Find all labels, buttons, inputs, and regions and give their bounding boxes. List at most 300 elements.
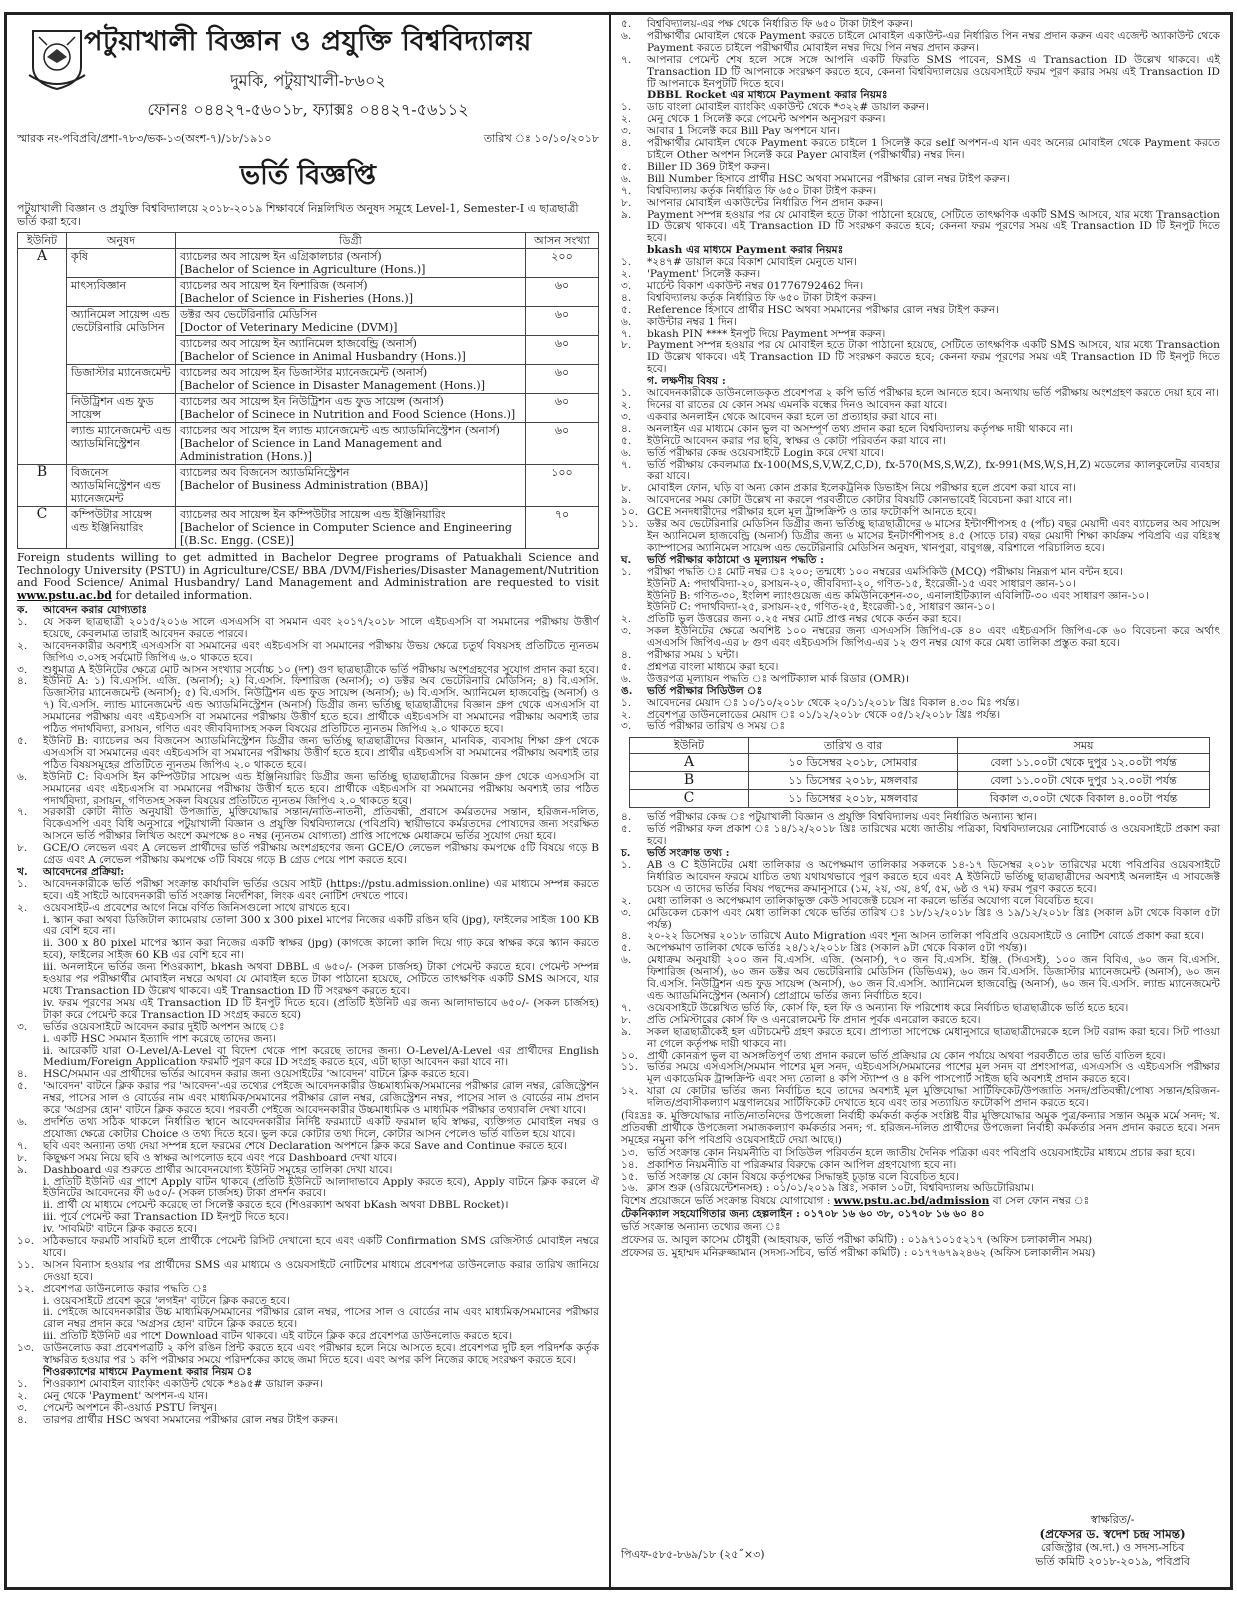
item-text: ভর্তি পরীক্ষার কেন্দ্র ওয়েবসাইটে Login করে দেখা যাবে।: [647, 446, 884, 459]
notice-title: ভর্তি বিজ্ঞপ্তি: [239, 160, 376, 191]
program-unit: B: [18, 465, 67, 507]
list-item: [621, 567, 1220, 579]
item-text: সঠিকভাবে ফরমটি সাবমিট হলে প্রার্থীকে পেমেন্ট রিসিট দেখানো হবে এবং একটি Confirmation SMS রেজিস্টার্ড মোবাইল নম্বরে যাবে।: [43, 1235, 599, 1259]
item-text: তারপর প্রার্থীর HSC অথবা সমমানের পরীক্ষার রোল নম্বর টাইপ করুন।: [43, 1413, 338, 1426]
list-item: [621, 824, 1220, 848]
item-text: ভর্তি সংক্রান্ত তথ্য :: [647, 847, 730, 860]
item-number: [621, 579, 647, 591]
item-number: ১.: [17, 615, 28, 628]
list-item: [621, 448, 1220, 460]
item-text: ডক্টর অব ভেটেরিনারি মেডিসিন ডিগ্রীর জন্য ভর্তিচ্ছু ছাত্রছাত্রীদের ৬ মাসের ইন্টার্ণশীপসহ ৫ (পাঁচ) বছর মেয়াদী এবং ব্যাচেলর অব সায়েন্স ইন অ্যানিমেল হাজবেন্ড্রি (অনার্স) ডিগ্রীর জন্য ৬ মাসের ইনটার্ণশীপসহ ৪.৫ (সাড়ে চার) বছর মেয়াদী শিক্ষা কার্যক্রম পবিপ্রবি এর বহিঃস্থ ক্যাম্পাসের অ্যানিমেল সায়েন্স এন্ড ভেটেরিনারি মেডিসিন অনুষদ, খানপুরা, বাবুগঞ্জ, বরিশালে পরিচালিত হবে।: [647, 518, 1220, 554]
programs-table: [17, 232, 599, 549]
schedule-unit: A: [630, 754, 749, 772]
program-faculty: অ্যানিমেল সায়েন্স এন্ড ভেটেরিনারি মেডিসিন: [67, 307, 176, 365]
degree-english: [Bachelor of Business Administration (BBA)]: [180, 479, 429, 492]
item-number: ৮.: [17, 1151, 28, 1164]
item-number: ৩.: [621, 410, 632, 423]
item-text: iv. ফরম পূরণের সময় এই Transaction ID টি ইনপুট দিতে হবে। (প্রতিটি ইউনিট এর জন্য আলাদাভাবে ৬৫০/- (সকল চার্জসহ) টাকা করে পেমেন্ট করে Transaction ID সংগ্রহ করতে হবে): [43, 996, 599, 1021]
item-number: ঘ.: [621, 553, 632, 566]
item-number: [621, 591, 647, 603]
list-item: [621, 955, 1220, 1003]
item-number: ১০.: [621, 1049, 639, 1062]
degree-bangla: ব্যাচেলর অব সায়েন্স ইন ফিশারিজ (অনার্স): [180, 279, 368, 292]
col-unit: ইউনিট: [630, 738, 749, 754]
item-text: ২০-২২ ডিসেম্বর ২০১৮ তারিখে Auto Migration এবং শূন্য আসন তালিকা পবিপ্রবি ওয়েবসাইটে ও নোটিশ বোর্ডে প্রকাশ করা হবে।: [647, 930, 1204, 943]
item-number: ২.: [621, 399, 632, 411]
other-info-label: ভর্তি সংক্রান্ত অন্যান্য তথ্যের জন্য ঃ: [621, 1221, 781, 1234]
list-item: [621, 626, 1220, 650]
list-item: [17, 1403, 599, 1415]
item-number: [17, 915, 43, 939]
program-degree: [176, 423, 526, 465]
item-number: ২.: [17, 1389, 28, 1402]
item-text: শিওরক্যাশ মোবাইল ব্যাংকিং একাউন্ট থেকে *৪৯৫# ডায়াল করুন।: [43, 1377, 324, 1390]
schedule-row: [630, 790, 1210, 808]
item-text: ইউনিট B: ব্যাচেলর অব বিজনেস অ্যাডমিনিস্ট্রেশন ডিগ্রীর জন্য ভর্তিচ্ছু ছাত্রছাত্রীদের বিজ্ঞান, মানবিক, ব্যবসায় শিক্ষা গ্রুপ থেকে এসএসসি বা সমমানের এবং এইচএসসি বা সমমানের পরীক্ষায় উত্তীর্ণ হতে হবে। প্রার্থীর এইচএসসি বা সমমানের পরীক্ষায় অবশ্যই তার পঠিত বিষয়সমূহের প্রতিটিতে ন্যূনতম জিপিএ ২.০ থাকতে হবে।: [43, 734, 599, 771]
program-row: [18, 278, 599, 307]
item-number: ৫.: [621, 434, 632, 447]
program-row: [18, 507, 599, 549]
item-text: পরীক্ষার সময় ১ ঘন্টা।: [647, 649, 739, 662]
degree-english: [Bachelor of Science in Disaster Management (Hons.)]: [180, 379, 485, 392]
program-seats: ৬০: [526, 423, 599, 465]
notice-right-column: [610, 12, 1233, 1590]
list-item: [621, 436, 1220, 448]
item-text: ইউনিট B: গণিত-৩০, ইংলিশ ল্যাংগুয়েজ এন্ড কমিউনিকেশন-৩০, এনালাইটিক্যাল এবিলিটি-৩০ এবং সাধারণ জ্ঞান-১০।: [647, 589, 1149, 602]
item-number: ১৫.: [621, 1170, 639, 1183]
item-text: মার্চেন্ট বিকাশ একাউন্ট নম্বর 01776792462 দিন।: [647, 279, 864, 292]
item-text: i. ওয়েবসাইটে প্রবেশ করে 'লগইন' বাটনে ক্লিক করতে হবে।: [43, 1294, 290, 1307]
item-text: পরীক্ষার্থীর মোবাইল থেকে Payment করতে চাইলে মোবাইল একাউন্ট-এর নির্ধারিত পিন নম্বর প্রদান করুন এবং এজেন্ট অ্যাকাউন্ট থেকে Payment করতে চাইলে পরীক্ষার্থীর মোবাইল নম্বর দিয়ে পিন নম্বর প্রদান করুন।: [647, 29, 1220, 54]
list-item: [17, 1177, 599, 1201]
item-text: আবেদনকারীর অবশ্যই এসএসসি বা সমমানের এবং এইচএসসি বা সমমানের পরীক্ষায় উভয় ক্ষেত্রে চতুর্থ বিষয়সহ প্রতিটিতে ন্যূনতম জিপিএ ৩.০সহ সর্বমোট জিপিএ ৬.০ থাকতে হবে।: [43, 639, 599, 664]
list-item: [621, 1183, 1220, 1195]
item-text: ভর্তির ওয়েবসাইটে আবেদন করার দুইটি অপশন আছে ঃ: [43, 1020, 285, 1033]
list-item: [621, 293, 1220, 305]
item-number: ৩.: [621, 625, 632, 638]
schedule-date: ১১ ডিসেম্বর ২০১৮, মঙ্গলবার: [749, 772, 958, 790]
item-number: ১.: [621, 696, 632, 709]
item-text: গ. লক্ষণীয় বিষয় :: [647, 375, 726, 388]
list-item: [621, 1160, 1220, 1172]
item-text: 'Payment' সিলেক্ট করুন।: [647, 268, 761, 281]
notice-intro: পটুয়াখালী বিজ্ঞান ও প্রযুক্তি বিশ্ববিদ্যালয়ে ২০১৮-২০১৯ শিক্ষাবর্ষে নিম্নলিখিত অনুষদ সমূহে Level-1, Semester-I এ ছাত্রছাত্রী ভর্তি করা হবে।: [17, 202, 579, 228]
memo-number: স্মারক নং-পবিপ্রবি/প্রশা-৭৮৩/ভক-১৩(অংশ-৭)/১৮/১৯১০: [17, 132, 272, 145]
program-degree: [176, 507, 526, 549]
item-number: ৮.: [621, 339, 632, 352]
program-unit: C: [18, 507, 67, 549]
item-text: আবার 1 সিলেক্ট করে Bill Pay অপশনে যান।: [647, 125, 840, 138]
item-text: উত্তরপত্র মূল্যায়ন পদ্ধতি ঃ অপটিক্যাল মার্ক রিডার (OMR)।: [647, 672, 910, 685]
item-text: ওয়েবসাইট-এ প্রবেশের আগে নিম্নে বর্ণিত জিনিসগুলো সাথে রাখতে হবে।: [43, 901, 351, 914]
list-item: [621, 210, 1220, 246]
list-item: [17, 1046, 599, 1070]
item-text: সরকারী কোটা নীতি অনুযায়ী উপজাতি, মুক্তিযোদ্ধার সন্তান/নাতি-নাতনী, প্রতিবন্ধী, প্রবাসে কর্মরতদের সন্তান, হরিজন-দলিত, বিকেএসপি এবং বিধি অনুসারে পটুয়াখালী বিজ্ঞান ও প্রযুক্তি বিশ্ববিদ্যালয়ে (পবিপ্রবি) স্থায়ীভাবে কর্মরতদের পোষ্যদের জন্য সংরক্ষিত আসনে ভর্তি পরীক্ষার লিখিত অংশে কমপক্ষে ৪০ নম্বর (ন্যূনতম যোগ্যতা) প্রাপ্তি সাপেক্ষে মেধাক্রমে ভর্তির সুযোগ দেয়া হবে।: [43, 806, 599, 843]
program-seats: ৬০: [526, 394, 599, 423]
col-faculty: অনুষদ: [67, 233, 176, 249]
print-code: পিএফ-৫৮৫-৮৬৯/১৮ (২৫˝×৩): [621, 1548, 765, 1561]
item-text: মোবাইল ফোন, ঘড়ি বা অন্য কোন প্রকার ইলেকট্রনিক ডিভাইস নিয়ে পরীক্ষার হলে প্রবেশ করা যাবে না।: [647, 482, 1076, 495]
contact-member-secretary: প্রফেসর ড. মুহাম্মদ মনিরুজ্জামান (সদস্য-সচিব, ভর্তি পরীক্ষা কমিটি) : ০১৭৭৬৭৯২৪৬২ (অফিস চলাকালীন সময়): [621, 1247, 1096, 1260]
contact-suffix: বা সেল ফোন নম্বর ঃ: [992, 1195, 1090, 1208]
item-text: আবেদনের প্রক্রিয়া:: [43, 865, 125, 878]
foreign-note-text: Foreign students willing to get admitted in Bachelor Degree programs of Patuakhali Science and Technology University (PSTU) in Agriculture/CSE/ BBA /DVM/Fisheries/Disaster Management/Nutrition and Food Science/ Animal Husbandry/ Land Management and Administration are requested to visit: [17, 551, 599, 589]
item-text: পরীক্ষা পদ্ধতি ঃ মোট নম্বর ঃ ২০০; তন্মধ্যে ১০০ নম্বরের এমসিকিউ (MCQ) পরীক্ষায় নিম্নরূপ মান বন্টন হবে।: [647, 565, 1123, 578]
program-seats: ৬০: [526, 365, 599, 394]
list-item: [17, 879, 599, 903]
item-text: মেডিকেল চেকাপ এবং মেধা তালিকা থেকে ভর্তির তারিখ ঃ ১৮/১২/২০১৮ খ্রিঃ ও ১৯/১২/২০১৮ খ্রিঃ (সকাল ৯টা থেকে বিকাল ৫টা পর্যন্ত): [647, 906, 1220, 931]
item-text: HSC/সমমান এর প্রার্থীদের ভর্তির আবেদন করার জন্য ওয়েসাইটের 'আবেদন' বাটনে ক্লিক করতে হবে।: [43, 1068, 470, 1081]
item-number: ১০.: [621, 506, 639, 519]
technical-helpline: টেকনিক্যাল সহযোগিতার জন্য হেল্পলাইন : ০১৭০৮ ১৬ ৬০ ৩৮, ০১৭০৮ ১৬ ৬০ ৪০: [621, 1208, 985, 1221]
degree-bangla: ব্যাচেলর অব সায়েন্স ইন ডিজাস্টার ম্যানেজমেন্ট (অনার্স): [180, 366, 428, 379]
university-name: পটুয়াখালী বিজ্ঞান ও প্রযুক্তি বিশ্ববিদ্যালয়: [84, 26, 532, 57]
degree-bangla: ব্যাচেলর অব সায়েন্স ইন ল্যান্ড ম্যানেজমেন্ট এন্ড অ্যাডমিনিস্ট্রেশন (অনার্স): [180, 424, 500, 437]
list-item: [17, 1034, 599, 1046]
item-number: [17, 1034, 43, 1046]
item-text: DBBL Rocket এর মাধ্যমে Payment করার নিয়মঃ: [647, 89, 888, 102]
list-item: [17, 998, 599, 1022]
program-faculty: কম্পিউটার সায়েন্স এন্ড ইঞ্জিনিয়ারিং: [67, 507, 176, 549]
schedule-time: বিকাল ৩.০০টা থেকে বিকাল ৪.০০টা পর্যন্ত: [958, 790, 1210, 808]
item-text: মেধাক্রম অনুযায়ী ২০০ জন বি.এসসি. এজি. (অনার্স), ৭০ জন বি.এসসি. ইঞ্জি. (সিএসই), ১০০ জন বিবিএ, ৬০ জন বি.এসসি. ফিশারিজ (অনার্স), ৬০ জন ডক্টর অব ভেটেরিনারি মেডিসিন (ডিভিএম), ৬০ জন বি.এসসি. ডিজাস্টার ম্যানেজমেন্ট (অনার্স), ৬০ জন বি.এসসি. নিউট্রিশন এন্ড ফুড সায়েন্স (অনার্স), ৬০ জন বি.এসসি. অ্যানিমেল হাজবেন্ড্রি (অনার্স), ৬০ জন বি.এসসি. ল্যান্ড ম্যানেজমেন্ট এন্ড অ্যাডমিনিস্ট্রেশন (অনার্স) প্রোগ্রামে ভর্তির জন্য নির্বাচিত হবে।: [647, 954, 1220, 1002]
degree-bangla: ব্যাচেলর অব সায়েন্স ইন কম্পিউটার সায়েন্স এন্ড ইঞ্জিনিয়ারিং: [180, 508, 446, 521]
list-item: [621, 31, 1220, 55]
list-item: [621, 186, 1220, 198]
program-degree: [176, 249, 526, 278]
schedule-time: বেলা ১১.০০টা থেকে দুপুর ১২.০০টা পর্যন্ত: [958, 772, 1210, 790]
degree-bangla: ব্যাচেলর অব বিজনেস অ্যাডমিনিস্ট্রেশন: [180, 466, 350, 479]
list-item: [17, 1081, 599, 1117]
list-item: [621, 174, 1220, 186]
item-number: ৪.: [621, 137, 632, 150]
item-number: ৮.: [621, 482, 632, 495]
degree-english: [Bachelor of Scinece in Nutrition and Food Science (Hons.)]: [180, 408, 516, 421]
item-text: ইউনিট A: পদার্থবিদ্যা-২০, রসায়ন-২০, জীববিদ্যা-২০, গণিত-১৫, ইংরেজী-১৫ এবং সাধারণ জ্ঞান-১০।: [647, 577, 1076, 590]
item-number: ৪.: [17, 1068, 28, 1081]
item-number: ৮.: [621, 1013, 632, 1026]
schedule-row: [630, 772, 1210, 790]
item-text: প্রদর্শিত তথ্য সঠিক থাকলে নির্ধারিত স্থানে আবেদনকারীর নির্দিষ্ট ফরম্যাটে একটি ফরমাল ছবি স্বাক্ষর, ব্যক্তিগত মোবাইল নম্বর ও প্রযোজ্য ক্ষেত্রে কোটার Choice ও তথ্য দিতে হবে। ভুল করে কোটার তথ্য দিলে, কোটার আসন পেলেও ভর্তি বাতিল হয়ে যাবে।: [43, 1115, 599, 1140]
item-text: ইউনিটে আবেদন করার পর ছবি, স্বাক্ষর ও কোটা পরিবর্তন করা যাবে না।: [647, 434, 946, 447]
program-faculty: নিউট্রিশন এন্ড ফুড সায়েন্স: [67, 394, 176, 423]
list-item: [17, 1165, 599, 1177]
eligibility-and-application-list: [17, 605, 599, 1427]
item-number: চ.: [621, 847, 631, 860]
item-text: ভর্তি পরীক্ষার সিডিউল ঃ: [647, 684, 763, 697]
item-number: ৪.: [621, 291, 632, 304]
list-item: [621, 519, 1220, 555]
item-text: আবেদন করার যোগ্যতাঃ: [43, 604, 148, 616]
list-item: [621, 317, 1220, 329]
signature-block: [1035, 1513, 1190, 1569]
exam-schedule-table: [629, 737, 1210, 808]
col-time: সময়: [958, 738, 1210, 754]
item-number: ৬.: [621, 672, 632, 685]
item-text: মেনু থেকে 'Payment' অপশন-এ যান।: [43, 1389, 208, 1402]
item-text: প্রার্থী কোনরূপ ভুল বা অসঙ্গতিপূর্ণ তথ্য প্রদান করলে ভর্তি প্রক্রিয়ার যে কোন পর্যায়ে অথবা পরবর্তীতে তার ভর্তি বাতিল হবে।: [647, 1049, 1166, 1062]
item-text: ইউনিট A: ১) বি.এসসি. এজি. (অনার্স); ২) বি.এসসি. ফিশারিজ (অনার্স); ৩) ডক্টর অব ভেটেরিনারি মেডিসিন; ৪) বি.এসসি. ডিজাস্টার ম্যানেজমেন্ট (অনার্স); ৫) বি.এসসি. নিউট্রিশন এন্ড ফুড সায়েন্স (অনার্স); ৬) বি.এসসি. অ্যানিমেল হাজবেন্ড্রি (অনার্স) ও ৭) বি.এসসি. ল্যান্ড ম্যানেজমেন্ট এন্ড অ্যাডমিনিস্ট্রেশন (অনার্স) ডিগ্রীর জন্য ভর্তিচ্ছু ছাত্রছাত্রীদের বিজ্ঞান গ্রুপ থেকে এসএসসি বা সমমানের পরীক্ষায় এবং এইচএসসি বা সমমানের পরীক্ষায় উত্তীর্ণ হতে হবে। প্রার্থীকে এইচএসসি বা সমমানের পরীক্ষায় অবশ্যই তার পঠিত পদার্থবিদ্যা, রসায়ন, গণিত এবং জীববিদ্যাসহ সকল বিষয়ের প্রতিটিতে ন্যূনতম জিপিএ ২.০ থাকতে হবে।: [43, 675, 599, 736]
signatory-designation: রেজিস্ট্রার (অ.দা.) ও সদস্য-সচিব: [1040, 1541, 1185, 1554]
item-text: iii. অনলাইনে ভর্তির জন্য শিওরক্যাশ, bkash অথবা DBBL এ ৬৫০/- (সকল চার্জসহ) টাকা পেমেন্ট করতে হবে। পেমেন্ট সম্পন্ন হওয়ার পর পরীক্ষার্থীর মোবাইল নম্বরে অথবা যে মোবাইল হতে টাকা পাঠানো হয়েছে, সেটিতে তাৎক্ষণিক একটি SMS আসবে, যার মধ্যে Transaction ID উল্লেখ থাকবে। এই Transaction ID টি সংরক্ষণ করতে হবে।: [43, 961, 599, 997]
item-number: ৯.: [17, 1163, 28, 1176]
item-text: একবার অনলাইন থেকে আবেদন করা হলে তা প্রত্যাহার করা যাবে না।: [647, 410, 937, 423]
item-text: প্রবেশপত্র ডাউনলোডের মেয়াদ ঃ ০১/১২/২০১৮ থেকে ০৫/১২/২০১৮ খ্রিঃ পর্যন্ত।: [647, 708, 1001, 721]
program-row: [18, 365, 599, 394]
item-text: Payment সম্পন্ন হওয়ার পর যে মোবাইল হতে টাকা পাঠানো হয়েছে, সেটিতে তাৎক্ষণিক একটি SMS আসবে, যার মধ্যে Transaction ID উল্লেখ থাকবে। এই Transaction ID টি সংরক্ষণ করতে হবে; কেননা ফরম পূরণের সময় এই Transaction ID টি ইনপুট দিতে হবে।: [647, 339, 1220, 376]
item-text: GCE সনদধারীদের পরীক্ষার হলে মূল ট্রান্সক্রিপ্ট ও তার ফটোকপি আনতে হবে।: [647, 506, 977, 519]
program-seats: ২০০: [526, 249, 599, 278]
university-logo: [25, 27, 89, 91]
item-text: *২৪৭# ডায়াল করে বিকাশ মোবাইল মেনুতে যান।: [647, 256, 857, 269]
schedule-row: [630, 754, 1210, 772]
item-number: ৩.: [17, 1401, 28, 1414]
col-date: তারিখ ও বার: [749, 738, 958, 754]
item-number: ঙ.: [621, 684, 633, 697]
item-text: ভর্তি পরীক্ষার ফল প্রকাশ ঃ ১৪/১২/২০১৮ খ্রিঃ তারিখের মধ্যে জাতীয় পত্রিকা, বিশ্ববিদ্যালয়ের নোটিশবোর্ড ও ওয়েবসাইটে প্রকাশ করা হবে।: [647, 823, 1220, 848]
program-faculty: কৃষি: [67, 249, 176, 278]
list-item: [621, 1148, 1220, 1160]
program-faculty: মাৎস্যবিজ্ঞান: [67, 278, 176, 307]
item-text: বিশ্ববিদ্যালয় কর্তৃক নির্ধারিত ফি ৬৫০ টাকা টাইপ করুন।: [647, 184, 877, 197]
item-number: ক.: [17, 604, 29, 616]
item-text: Payment সম্পন্ন হওয়ার পর যে মোবাইল হতে টাকা পাঠানো হয়েছে, সেটিতে তাৎক্ষণিক একটি SMS আসবে, যার মধ্যে Transaction ID উল্লেখ থাকবে। এই Transaction ID টি সংরক্ষণ করতে হবে; কেননা ফরম পূরণের সময় এই Transaction ID টি ইনপুট দিতে হবে।: [647, 208, 1220, 245]
notice-date: তারিখ ঃ ১০/১০/২০১৮: [483, 132, 599, 145]
signatory-committee: ভর্তি কমিটি ২০১৮-২০১৯, পবিপ্রবি: [1035, 1555, 1190, 1568]
item-number: ৬.: [621, 954, 632, 967]
item-number: ৫.: [621, 942, 632, 955]
list-item: [621, 1015, 1220, 1027]
item-text: বিশ্ববিদ্যালয় কর্তৃক নির্ধারিত ফি ৬৫০ টাকা টাইপ করুন।: [647, 291, 877, 304]
list-item: [621, 424, 1220, 436]
item-text: Biller ID 369 টাইপ করুন।: [647, 160, 770, 173]
list-item: [621, 1003, 1220, 1015]
item-number: ১.: [621, 565, 632, 578]
list-item: [621, 198, 1220, 210]
item-number: ৪.: [621, 811, 632, 824]
admission-website-link[interactable]: www.pstu.ac.bd/admission: [833, 1195, 990, 1208]
signatory-name: (প্রফেসর ড. স্বদেশ চন্দ্র সামন্ত): [1039, 1527, 1186, 1541]
program-degree: [176, 307, 526, 336]
item-text: ইউনিট C: বিএসসি ইন কম্পিউটার সায়েন্স এন্ড ইঞ্জিনিয়ারিং ডিগ্রীর জন্য ভর্তিচ্ছু ছাত্রছাত্রীদের বিজ্ঞান গ্রুপ থেকে এসএসসি বা সমমানের এবং এইচএসসি বা সমমানের পরীক্ষায় উত্তীর্ণ হতে হবে। প্রার্থীকে এইচএসসি বা সমমানের পরীক্ষায় অবশ্যই তার পঠিত পদার্থবিদ্যা, রসায়ন, গণিতসহ সকল বিষয়ের প্রতিটিতে ন্যূনতম জিপিএ ২.০ থাকতে হবে।: [43, 770, 599, 807]
item-text: অপেক্ষমাণ তালিকা থেকে ভর্তিঃ ২৪/১২/২০১৮ খ্রিঃ (সকাল ৯টা থেকে বিকাল ৫টা পর্যন্ত)।: [647, 942, 1027, 955]
item-number: ৭.: [17, 806, 28, 819]
notice-left-column: [4, 12, 610, 1590]
item-text: আবেদনের মেয়াদ ঃ ১০/১০/২০১৮ থেকে ২০/১১/২০১৮ খ্রিঃ বিকাল ৪.৩০ মিঃ পর্যন্ত।: [647, 696, 1020, 709]
item-text: bkash PIN **** ইনপুট দিয়ে Payment সম্পন্ন করুন।: [647, 327, 886, 340]
item-text: ভর্তি সংক্রান্ত কোন নিয়মনীতি বা সিডিউল পরিবর্তন হলে জাতীয় দৈনিক পত্রিকা এবং পবিপ্রবি ওয়েবসাইটের মাধ্যমে প্রচার করা হবে।: [647, 1146, 1196, 1159]
list-item: [621, 1027, 1220, 1051]
list-item: [621, 860, 1220, 896]
item-text: ভর্তি পরীক্ষার তারিখ ও সময় ঃ: [647, 720, 786, 733]
item-text: আবেদনের সময় কোটা উল্লেখ না করলে পরবর্তীতে কোটার বিষয়টি কোনভাবেই বিবেচনা করা যাবে না।: [647, 494, 1072, 507]
item-number: ২.: [621, 268, 632, 281]
item-number: ৪.: [621, 649, 632, 662]
item-text: আসন বিন্যাস হওয়ার পর প্রার্থীদের SMS এর মাধ্যমে ও ওয়েবসাইটে নোটিশের মাধ্যমে প্রবেশপত্র ডাউনলোড করার তারিখ জানিয়ে দেওয়া হবে।: [43, 1258, 599, 1283]
degree-bangla: ব্যাচেলর অব সায়েন্স ইন অ্যানিমেল হাজবেন্ড্রি (অনার্স): [180, 337, 417, 350]
section-heading: [621, 555, 1220, 567]
list-item: [621, 305, 1220, 317]
admission-info-list: [621, 812, 1220, 1110]
list-item: [621, 460, 1220, 484]
item-number: ৩.: [621, 279, 632, 292]
item-number: ১.: [621, 859, 632, 871]
list-item: [621, 674, 1220, 686]
degree-english: [Bachelor of Science in Fisheries (Hons.)]: [180, 292, 413, 305]
payment-and-exam-list: [621, 19, 1220, 733]
item-number: [17, 1177, 43, 1201]
signed-label: স্বাক্ষরিত/-: [1090, 1513, 1135, 1526]
program-row: [18, 307, 599, 336]
foreign-students-note: [17, 552, 599, 602]
list-item: [621, 340, 1220, 376]
item-number: ৪.: [621, 422, 632, 435]
item-text: দিনের বা রাতের যে কোন সময় এমনকি বন্ধের দিনও আবেদন করা যাবে।: [647, 399, 948, 411]
schedule-date: ১০ ডিসেম্বর ২০১৮, সোমবার: [749, 754, 958, 772]
schedule-unit: B: [630, 772, 749, 790]
list-item: [17, 1022, 599, 1034]
admission-info-list-cont: [621, 1148, 1220, 1196]
item-text: AB ও C ইউনিটের মেধা তালিকার ও অপেক্ষমাণ তালিকার সকলকে ১৪-১৭ ডিসেম্বর ২০১৮ তারিখের মধ্যে পবিপ্রবির ওয়েবসাইটে নির্ধারিত আবেদন ফরমে যাচিত তথ্য যথাযথভাবে পূরণ করতে হবে এবং A ইউনিটে ভর্তিচ্ছু ছাত্রছাত্রীদের অবশ্যই অনলাইন এ সাবজেক্ট চয়েস এ তাদের ভর্তির বিষয় পছন্দের ক্রমানুসারে (১ম, ২য়, ৩য়, ৪র্থ, ৫ম, ৬ষ্ঠ ও ৭ম) ফরম পূরণ করতে হবে।: [647, 859, 1220, 895]
list-item: [17, 807, 599, 843]
item-number: ৯.: [621, 208, 632, 221]
university-phone-fax: ফোনঃ ০৪৪২৭-৫৬০১৮, ফ্যাক্সঃ ০৪৪২৭-৫৬১১২: [147, 100, 469, 119]
item-text: ii. পেইজে আবেদনকারীর উচ্চ মাধ্যমিক/সমমানের পরীক্ষার রোল নম্বর, পাসের সাল ও বোর্ডের নাম এবং মাধ্যমিক/সমমানের পরীক্ষার রোল নম্বর প্রদান করে 'অগ্রসর হোন' বাটনে ক্লিক করতে হবে।: [43, 1306, 599, 1331]
item-text: ভর্তির সময়ে এসএসসি/সমমান পাশের মূল সনদ, এইচএসসি/সমমানের পাশের মূল সনদ বা প্রশংসাপত্র, এসএসসি ও এইচএসসি পরীক্ষার মূল একাডেমিক ট্রান্সক্রিপ্ট এবং সদ্য তোলা ৪ কপি স্ট্যাম্প ও ৪ কপি পাসপোর্ট সাইজ ছবি অবশ্যই প্রদান করতে হবে।: [647, 1061, 1220, 1086]
item-number: [17, 1046, 43, 1070]
item-number: ৮.: [621, 196, 632, 209]
list-item: [621, 55, 1220, 91]
program-degree: [176, 465, 526, 507]
program-degree: [176, 365, 526, 394]
list-item: [17, 641, 599, 665]
item-number: ১.: [621, 256, 632, 269]
item-number: ১২.: [17, 1282, 35, 1295]
item-number: ৫.: [621, 823, 632, 836]
pstu-website-link[interactable]: www.pstu.ac.bd: [17, 588, 112, 602]
item-text: i. স্ক্যান করা অথবা ডিজিটাল ক্যামেরায় তোলা 300 x 300 pixel মাপের নিজের একটি রঙিন ছবি (jpg), ফাইলের সাইজ 100 KB এর বেশি হবে না।: [43, 913, 599, 938]
item-number: ৭.: [621, 1001, 632, 1014]
item-text: পেমেন্ট অপশনে কী-ওয়ার্ড PSTU লিখুন।: [43, 1401, 217, 1414]
item-number: ৭.: [621, 53, 632, 66]
program-row: [18, 249, 599, 278]
item-text: ক্লাস শুরু (ওরিয়েন্টেশনসহ) : ০১/০১/২০১৯ খ্রিঃ, সকাল ১০টা, বিশ্ববিদ্যালয় অডিটোরিয়াম।: [647, 1182, 1034, 1195]
item-text: i. প্রতিটি ইউনিট এর পাশে Apply বাটন থাকবে (প্রতিটি ইউনিটে আলাদাভাবে Apply করতে হবে), Apply বাটনে ক্লিক করলে ঐ ইউনিটের আবেদনের ফী ৬৫০/- (সকল চার্জসহ) টাকা প্রদর্শন করবে।: [43, 1175, 599, 1200]
list-item: [17, 1236, 599, 1260]
item-number: ৪.: [17, 675, 28, 688]
list-item: [17, 1415, 599, 1427]
item-number: [17, 1307, 43, 1331]
item-text: মেনু থেকে 1 সিলেক্ট করে পেমেন্ট অপশন অনুসরণ করুন।: [647, 113, 886, 126]
certificate-note: (বিঃদ্রঃ ক. মুক্তিযোদ্ধার নাতি/নাতনিদের উপজেলা নির্বাহী কর্মকর্তা কর্তৃক সংশ্লিষ্ট বীর মুক্তিযোদ্ধার অমুক পুত্র/কন্যার সন্তান অমুক মর্মে সনদ; খ. প্রতিবন্ধী প্রার্থীকে উপজেলা সমাজকল্যাণ কর্মকর্তার সনদ; গ. হরিজন-দলিত প্রার্থীদের উপজেলা নির্বাহী কর্মকর্তার সনদ প্রদান করতে হবে। সনদ সমূহের নমুনা কপি পবিপ্রবি ওয়েবসাইটে দেয়া আছে।): [621, 1110, 1220, 1146]
item-number: ৭.: [621, 458, 632, 471]
item-number: ১০.: [17, 1235, 35, 1248]
item-text: i. একটি HSC সমমান ইত্যাদি পাশ করেছে তাদের জন্য।: [43, 1032, 276, 1045]
item-text: অনলাইন এর মাধ্যমে কোন ভুল বা অসম্পূর্ণ তথ্য প্রদান করা হলে বিশ্ববিদ্যালয় কর্তৃপক্ষ দায়ী থাকবে না।: [647, 422, 1073, 435]
notice-header: [17, 21, 599, 151]
item-number: ১.: [621, 387, 632, 400]
item-number: ৩.: [621, 906, 632, 919]
item-text: ডাচ বাংলা মোবাইল ব্যাংকিং একাউন্ট থেকে *৩২২# ডায়াল করুন।: [647, 101, 929, 114]
item-number: ৪.: [17, 1413, 28, 1426]
item-text: কাউন্টার নম্বর 1 দিন।: [647, 315, 737, 328]
program-seats: ৬০: [526, 307, 599, 336]
list-item: [17, 1343, 599, 1367]
item-text: bkash এর মাধ্যমে Payment করার নিয়মঃ: [647, 244, 844, 257]
item-number: ৪.: [621, 930, 632, 943]
degree-english: [Bachelor of Science in Animal Husbandry (Hons.)]: [180, 350, 466, 363]
item-number: ৫.: [621, 660, 632, 673]
program-seats: ৭০: [526, 507, 599, 549]
program-faculty: ডিজাস্টার ম্যানেজমেন্ট: [67, 365, 176, 394]
col-unit: ইউনিট: [18, 233, 67, 249]
contact-convener: প্রফেসর ড. আবুল কাসেম চৌধুরী (আহবায়ক, ভর্তি পরীক্ষা কমিটি) : ০১৯৭১০১৫২১৭ (অফিস চলাকালীন সময়): [621, 1234, 1093, 1247]
item-text: ইউনিট C: পদার্থবিদ্যা-২৫, রসায়ন-২৫, গণিত-২৫, ইংরেজী-১৫, সাধারণ জ্ঞান-১০।: [647, 601, 995, 614]
item-text: iii. পূর্বে পেমেন্ট করা Transaction ID ইনপুট দিতে হবে।: [43, 1211, 289, 1224]
item-number: ১৩.: [621, 1146, 639, 1159]
item-number: ৬.: [621, 315, 632, 328]
item-number: ৮.: [17, 842, 28, 855]
item-text: ডাউনলোড করা প্রবেশপত্রটি ২ কপি রঙিন প্রিন্ট করতে হবে এবং পরীক্ষার হলে নিয়ে আসতে হবে। প্রবেশপত্র দুটি হল পরিদর্শক কর্তৃক স্বাক্ষরিত হওয়ার পর ১ কপি পরীক্ষার সময়ে পরিদর্শকের কাছে জমা দিতে হবে। এবং অপর কপি নিজের কাছে সংরক্ষণ করতে হবে।: [43, 1342, 599, 1367]
list-item: [17, 1391, 599, 1403]
item-text: যারা যে কোটার ভর্তির জন্য নির্বাচিত হবে তাদের অবশ্যই মূল মুক্তিযোদ্ধা সার্টিফিকেট/উপজাতি সনদ/প্রতিবন্ধী/পোষ্য সন্তান/হরিজন-দলিত/প্রবাসীকল্যাণ মন্ত্রণালয়ের সার্টিফিকেট দেখাতে হবে এবং তার সত্যায়িত ফটোকপি প্রদান করতে হবে।: [647, 1085, 1220, 1110]
item-text: প্রতিটি ভুল উত্তরের জন্য ০.২৫ নম্বর মোট প্রাপ্ত নম্বর থেকে কর্তন করা হবে।: [647, 613, 962, 626]
item-number: ২.: [621, 613, 632, 626]
degree-english: [Bachelor of Science in Land Management and Administration (Hons.)]: [180, 437, 442, 463]
item-number: ১৬.: [621, 1182, 639, 1195]
item-text: ভর্তি পরীক্ষার কেন্দ্র ঃ পটুয়াখালী বিজ্ঞান ও প্রযুক্তি বিশ্ববিদ্যালয় এবং নির্ধারিত অন্যান্য স্থান।: [647, 811, 1037, 824]
program-degree: [176, 336, 526, 365]
item-text: 'আবেদন' বাটনে ক্লিক করার পর 'আবেদন'-এর তথ্যের পেইজে আবেদনকারীর উচ্চমাধ্যমিক/সমমানের পরীক্ষার রোল নম্বর, রেজিস্ট্রেশন নম্বর, পাসের সাল ও বোর্ডের নাম এবং মাধ্যমিক/সমমানের পরীক্ষার রোল নম্বর, রেজিস্ট্রেশন নম্বর, পাসের সাল ও বোর্ডের নাম প্রদান করে 'অগ্রসর হোন' বাটনে ক্লিক করতে হবে। পরবর্তী পেইজে আবেদনকারীর উচ্চমাধ্যমিক ও মাধ্যমিক পরীক্ষার তথ্যাবলি দেখা যাবে।: [43, 1080, 599, 1117]
item-text: প্রকাশিত নিয়মনীতি বা পরিক্রমার বিরুদ্ধে কোন আপিল গ্রহণযোগ্য হবে না।: [647, 1158, 957, 1171]
item-number: ১১.: [17, 1258, 35, 1271]
program-faculty: ল্যান্ড ম্যানেজমেন্ট এন্ড অ্যাডমিনিস্ট্রেশন: [67, 423, 176, 465]
item-number: ১.: [17, 1377, 28, 1390]
schedule-date: ১১ ডিসেম্বর ২০১৮, মঙ্গলবার: [749, 790, 958, 808]
item-text: ভর্তি পরীক্ষায় কেবলমাত্র fx-100(MS,S,V,W,Z,C,D), fx-570(MS,S,W,Z), fx-991(MS,W,S,H,Z) মডেলের ক্যালকুলেটর ব্যবহার করা যাবে।: [647, 458, 1220, 483]
item-text: যে সকল ছাত্রছাত্রী ২০১৫/২০১৬ সালে এসএসসি বা সমমান এবং ২০১৭/২০১৮ সালে এইচএসসি বা সমমানের পরীক্ষায় উত্তীর্ণ হয়েছে, কেবলমাত্র তারাই আবেদন করতে পারবে।: [43, 615, 599, 640]
item-text: ii. প্রার্থী যে মাধ্যমে পেমেন্ট করেছে তা সিলেক্ট করতে হবে (শিওরক্যাশ অথবা bKash অথবা DBBL Rocket)।: [43, 1199, 509, 1212]
item-text: Bill Number হিসাবে প্রার্থীর HSC অথবা সমমানের পরীক্ষার রোল নম্বর টাইপ করুন।: [647, 172, 1010, 185]
item-number: ৭.: [17, 1139, 28, 1152]
list-item: [17, 617, 599, 641]
list-item: [621, 721, 1220, 733]
item-text: বিশ্ববিদ্যালয়-এর পক্ষ থেকে নির্ধারিত ফি ৬৫০ টাকা টাইপ করুন।: [647, 18, 913, 30]
degree-english: [Doctor of Veterinary Medicine (DVM)]: [180, 321, 398, 334]
program-row: [18, 465, 599, 507]
item-number: ২.: [621, 113, 632, 126]
item-number: ১৩.: [17, 1342, 35, 1355]
list-item: [17, 903, 599, 915]
item-number: ২.: [17, 639, 28, 652]
item-text: প্রশ্নপত্র বাংলা মাধ্যমে করা হবে।: [647, 660, 779, 673]
item-number: [17, 1200, 43, 1212]
item-number: ৩.: [17, 1020, 28, 1033]
program-degree: [176, 394, 526, 423]
item-number: ৯.: [621, 494, 632, 507]
item-number: [17, 1212, 43, 1224]
item-number: [17, 998, 43, 1022]
item-text: ছবি এবং অন্যান্য তথ্য দেয়া সম্পন্ন হলে ফরমের শেষে Declaration অপশনে ক্লিক করে Save and Continue করতে হবে।: [43, 1139, 568, 1152]
item-text: ভর্তি পরীক্ষার কাঠামো ও মূল্যায়ন পদ্ধতি :: [647, 553, 825, 566]
degree-bangla: ব্যাচেলর অব সায়েন্স ইন এগ্রিকালচার (অনার্স): [180, 250, 382, 263]
item-number: ৫.: [17, 1080, 28, 1093]
list-item: [17, 843, 599, 867]
list-item: [621, 1062, 1220, 1086]
item-number: ৯.: [621, 1025, 632, 1038]
item-number: ১৪.: [621, 1158, 639, 1171]
item-number: ৫.: [621, 303, 632, 316]
